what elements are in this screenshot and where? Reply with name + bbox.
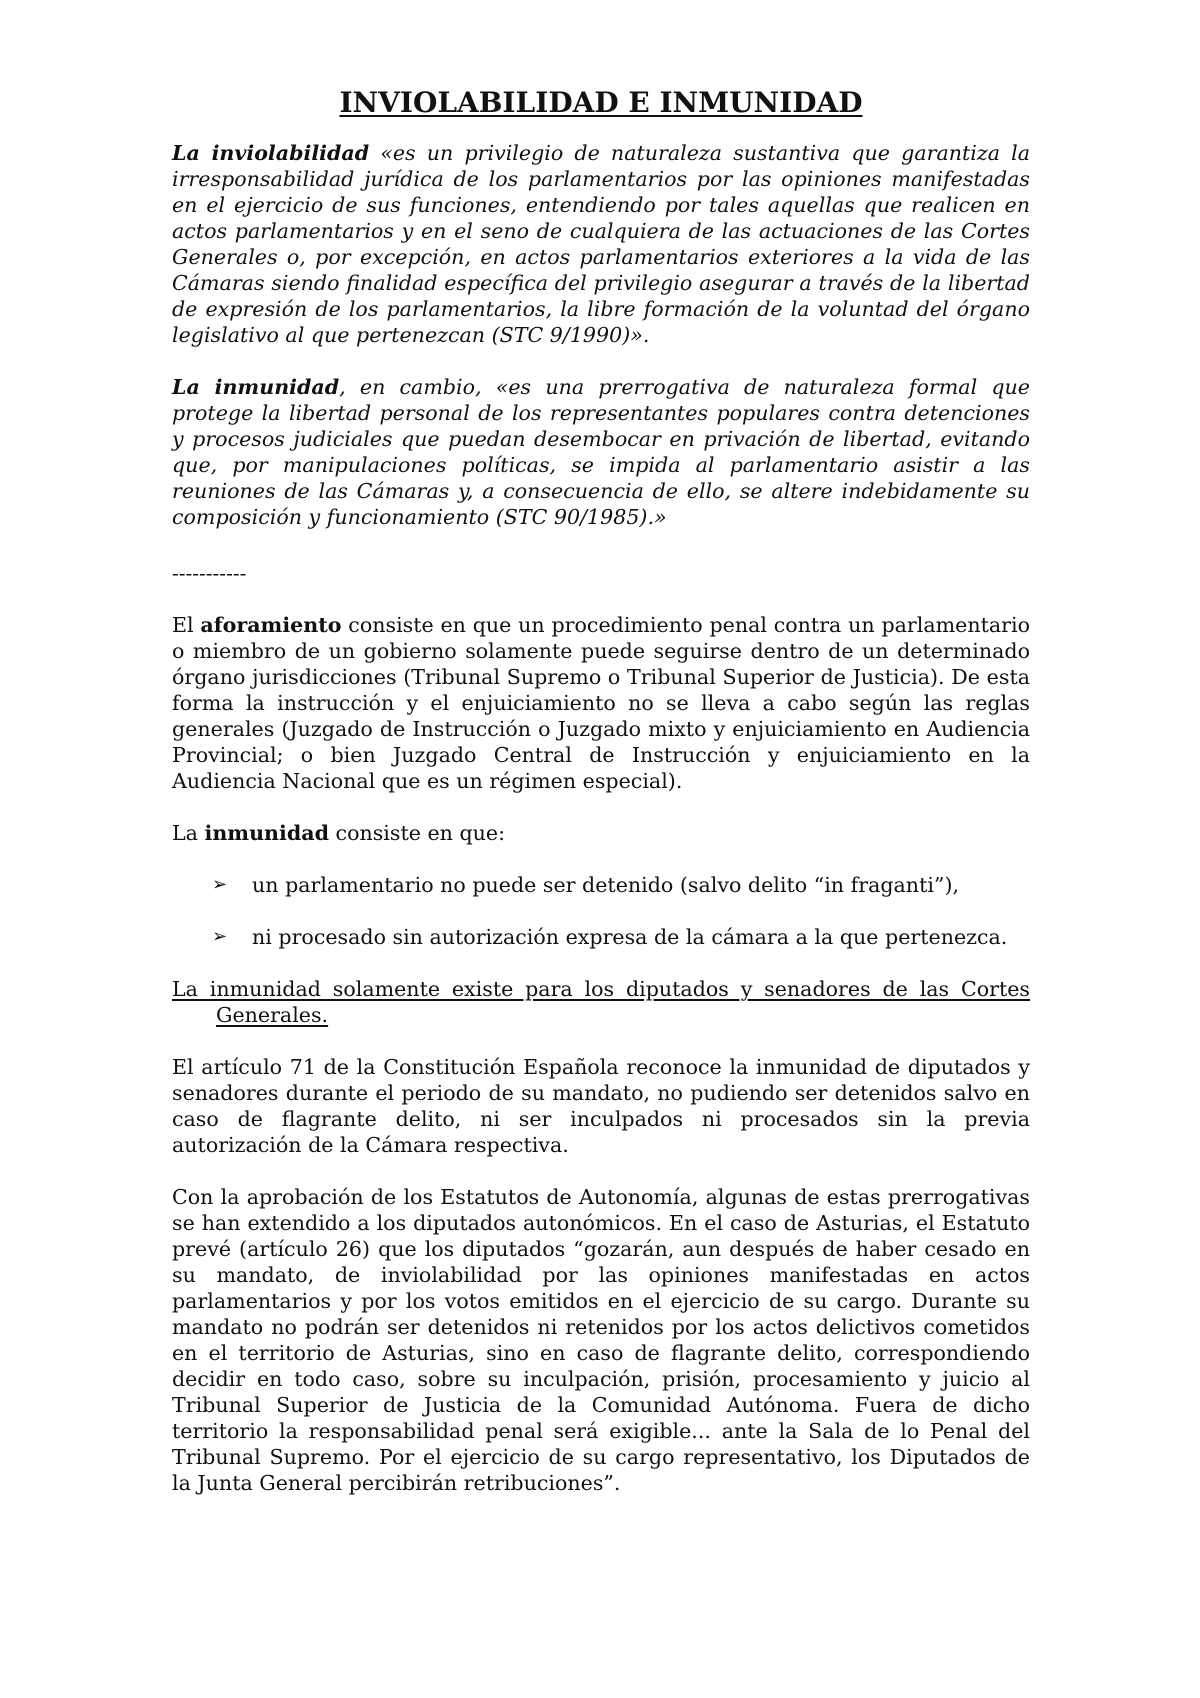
section-separator: ----------- bbox=[172, 561, 247, 585]
term-inmunidad: La inmunidad bbox=[172, 375, 340, 399]
arrow-bullet-icon: ➢ bbox=[212, 926, 228, 947]
paragraph-estatutos-autonomia: Con la aprobación de los Estatutos de Autonomía, algunas de estas prerrogativas se han extendido a los diputados autonómicos. En el caso de Asturias, el Estatuto prevé (artículo 26) que los diputados “gozarán, aun después de haber cesado en su mandato, de inviolabilidad por las opiniones manifestadas en actos parlamentarios y por los votos emitidos en el ejercicio de su cargo. Durante su mandato no podrán ser detenidos ni retenidos por los actos delictivos cometidos en el territorio de Asturias, sino en caso de flagrante delito, correspondiendo decidir en todo caso, sobre su inculpación, prisión, procesamiento y juicio al Tribunal Superior de Justicia de la Comunidad Autónoma. Fuera de dicho territorio la responsabilidad penal será exigible... ante la Sala de lo Penal del Tribunal Supremo. Por el ejercicio de su cargo representativo, los Diputados de la Junta General percibirán retribuciones”. bbox=[172, 1185, 1030, 1495]
list-item-text: un parlamentario no puede ser detenido (salvo delito “in fraganti”), bbox=[252, 873, 960, 897]
paragraph-inmunidad-intro-lead: La bbox=[172, 821, 205, 845]
paragraph-inmunidad-definition bbox=[172, 374, 1030, 530]
paragraph-inmunidad-definition-text: , en cambio, «es una prerrogativa de naturaleza formal que protege la libertad personal de los representantes populares contra detenciones y procesos judiciales que puedan desembocar en privación de libertad, evitando que, por manipulaciones políticas, se impida al parlamentario asistir a las reuniones de las Cámaras y, a consecuencia de ello, se altere indebidamente su composición y funcionamiento (STC 90/1985).» bbox=[172, 375, 1030, 529]
term-inmunidad-2: inmunidad bbox=[204, 821, 329, 845]
document-title: INVIOLABILIDAD E INMUNIDAD bbox=[339, 86, 863, 119]
inmunidad-bullet-list bbox=[172, 872, 1030, 950]
list-item bbox=[172, 924, 1030, 950]
paragraph-aforamiento-lead: El bbox=[172, 613, 201, 637]
paragraph-inmunidad-intro bbox=[172, 820, 1030, 846]
list-item bbox=[172, 872, 1030, 898]
paragraph-aforamiento-text: consiste en que un procedimiento penal contra un parlamentario o miembro de un gobierno solamente puede seguirse dentro de un determinado órgano jurisdicciones (Tribunal Supremo o Tribunal Superior de Justicia). De esta forma la instrucción y el enjuiciamiento no se lleva a cabo según las reglas generales (Juzgado de Instrucción o Juzgado mixto y enjuiciamiento en Audiencia Provincial; o bien Juzgado Central de Instrucción y enjuiciamiento en la Audiencia Nacional que es un régimen especial). bbox=[172, 613, 1030, 793]
paragraph-inviolabilidad bbox=[172, 140, 1030, 348]
arrow-bullet-icon: ➢ bbox=[212, 874, 228, 895]
paragraph-inmunidad-scope: La inmunidad solamente existe para los diputados y senadores de las Cortes Generales. bbox=[172, 977, 1030, 1027]
paragraph-inmunidad-intro-text: consiste en que: bbox=[329, 821, 506, 845]
paragraph-inviolabilidad-text: «es un privilegio de naturaleza sustantiva que garantiza la irresponsabilidad jurídica de los parlamentarios por las opiniones manifestadas en el ejercicio de sus funciones, entendiendo por tales aquellas que realicen en actos parlamentarios y en el seno de cualquiera de las actuaciones de las Cortes Generales o, por excepción, en actos parlamentarios exteriores a la vida de las Cámaras siendo finalidad específica del privilegio asegurar a través de la libertad de expresión de los parlamentarios, la libre formación de la voluntad del órgano legislativo al que pertenezcan (STC 9/1990)». bbox=[172, 141, 1030, 347]
list-item-text: ni procesado sin autorización expresa de la cámara a la que pertenezca. bbox=[252, 925, 1008, 949]
term-inviolabilidad: La inviolabilidad bbox=[172, 141, 370, 165]
term-aforamiento: aforamiento bbox=[200, 613, 342, 637]
paragraph-articulo-71: El artículo 71 de la Constitución Española reconoce la inmunidad de diputados y senadores durante el periodo de su mandato, no pudiendo ser detenidos salvo en caso de flagrante delito, ni ser inculpados ni procesados sin la previa autorización de la Cámara respectiva. bbox=[172, 1055, 1030, 1157]
paragraph-aforamiento bbox=[172, 612, 1030, 794]
document-page bbox=[172, 86, 1030, 1496]
